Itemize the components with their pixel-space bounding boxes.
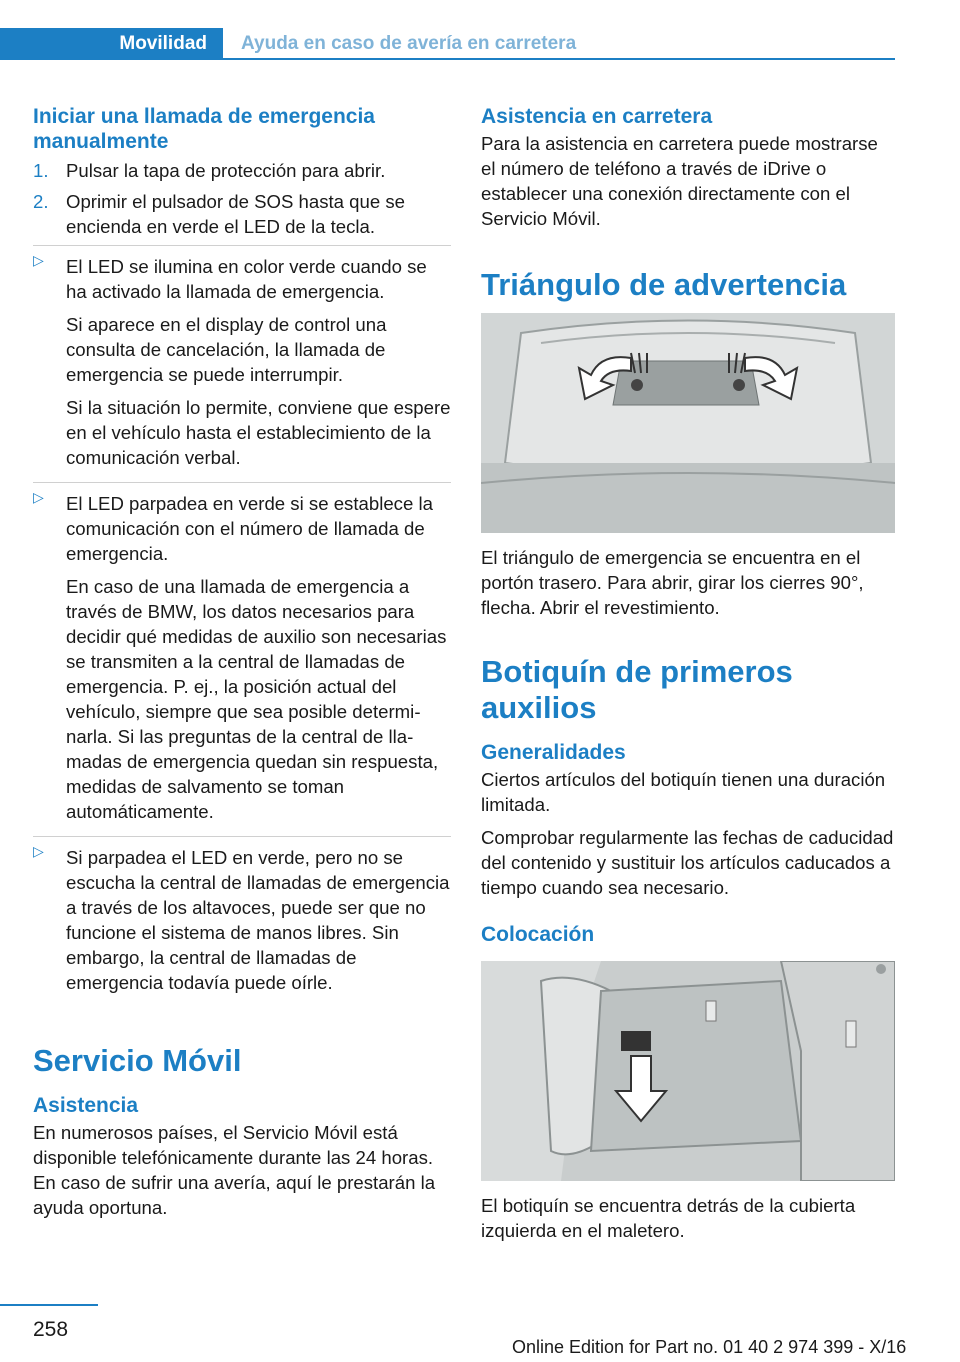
roadside-text: Para la asistencia en carretera puede mostrarse el número de teléfono a través de iDrive o establecer una conexión directamente con el Servicio Móvil. (481, 133, 878, 229)
trunk-interior-illustration (481, 961, 895, 1181)
step-item (33, 158, 451, 183)
trunk-lid-figure (481, 313, 895, 533)
bullet-text: Si aparece en el display de control una consulta de cancelación, la llamada de emergencia se puede interrumpir. (66, 314, 387, 385)
right-column (481, 104, 895, 1251)
heading-placement: Colocación (481, 923, 595, 946)
bullet-text: Si parpadea el LED en verde, pero no se escucha la central de llamadas de emergencia a través de los altavoces, puede ser que no funcione el sistema de manos libres. Sin embargo, la central de llamadas de emergencia todavía puede oírle. (66, 847, 450, 993)
running-header (0, 28, 895, 60)
steps-list (33, 158, 451, 239)
bullet-text: El LED se ilumina en color verde cuando se ha activado la llamada de emergencia. (66, 256, 427, 302)
title-mobile-service: Servicio Móvil (33, 1043, 242, 1078)
general-text-2: Comprobar regularmente las fechas de caducidad del contenido y sustituir los artículos caducados a tiempo cuando sea necesario. (481, 827, 894, 898)
heading-roadside: Asistencia en carretera (481, 105, 713, 128)
placement-text: El botiquín se encuentra detrás de la cubierta izquierda en el maletero. (481, 1195, 856, 1241)
title-first-aid: Botiquín de primeros auxilios (481, 654, 793, 725)
heading-general: Generalidades (481, 741, 626, 764)
step-item (33, 189, 451, 239)
bullet-text: Si la situación lo permite, conviene que espere en el vehículo hasta el establecimiento de la comunicación verbal. (66, 397, 451, 468)
section-tab (0, 28, 223, 60)
assistance-text: En numerosos países, el Servicio Móvil está disponible telefónicamente durante las 24 horas. En caso de sufrir una avería, aquí le prestarán la ayuda oportuna. (33, 1122, 436, 1218)
bullet-item (33, 245, 451, 482)
chapter-label: Ayuda en caso de avería en carretera (241, 33, 577, 54)
heading-assistance: Asistencia (33, 1094, 139, 1117)
left-column (33, 104, 451, 1228)
bullet-item (33, 482, 451, 836)
heading-emergency-call: Iniciar una llamada de emergencia manualmente (33, 105, 375, 153)
chapter-tab (223, 28, 895, 60)
general-text-1: Ciertos artículos del botiquín tienen una duración limitada. (481, 769, 886, 815)
title-warning-triangle: Triángulo de advertencia (481, 267, 847, 302)
footer-rule (0, 1304, 98, 1306)
step-number: 1. (33, 160, 49, 181)
edition-note: Online Edition for Part no. 01 40 2 974 399 - X/16 (512, 1337, 907, 1357)
triangle-bullet-icon: ▷ (33, 252, 44, 268)
section-label: Movilidad (119, 33, 207, 54)
bullet-list (33, 245, 451, 1007)
bullet-text: En caso de una llamada de emergencia a través de BMW, los datos necesarios para decidir qué medidas de auxilio son necesarias se transmiten a la central de llamadas de emergencia. P. ej., la posición actual del vehículo, siempre que sea posible determinarla. Si las preguntas de la central de llamadas de emergencia quedan sin respuesta, medidas de salvamento se toman automáticamente. (66, 576, 447, 822)
step-number: 2. (33, 191, 49, 212)
bullet-text: El LED parpadea en verde si se establece la comunicación con el número de llamada de emergencia. (66, 493, 433, 564)
page-number: 258 (33, 1318, 69, 1341)
trunk-lid-illustration (481, 313, 895, 533)
step-text: Pulsar la tapa de protección para abrir. (66, 160, 386, 181)
first-aid-location-figure (481, 961, 895, 1181)
triangle-bullet-icon: ▷ (33, 843, 44, 859)
triangle-text: El triángulo de emergencia se encuentra en el portón trasero. Para abrir, girar los cierres 90°, flecha. Abrir el revestimiento. (481, 547, 864, 618)
triangle-bullet-icon: ▷ (33, 489, 44, 505)
bullet-item (33, 836, 451, 1007)
step-text: Oprimir el pulsador de SOS hasta que se encienda en verde el LED de la tecla. (66, 191, 405, 237)
